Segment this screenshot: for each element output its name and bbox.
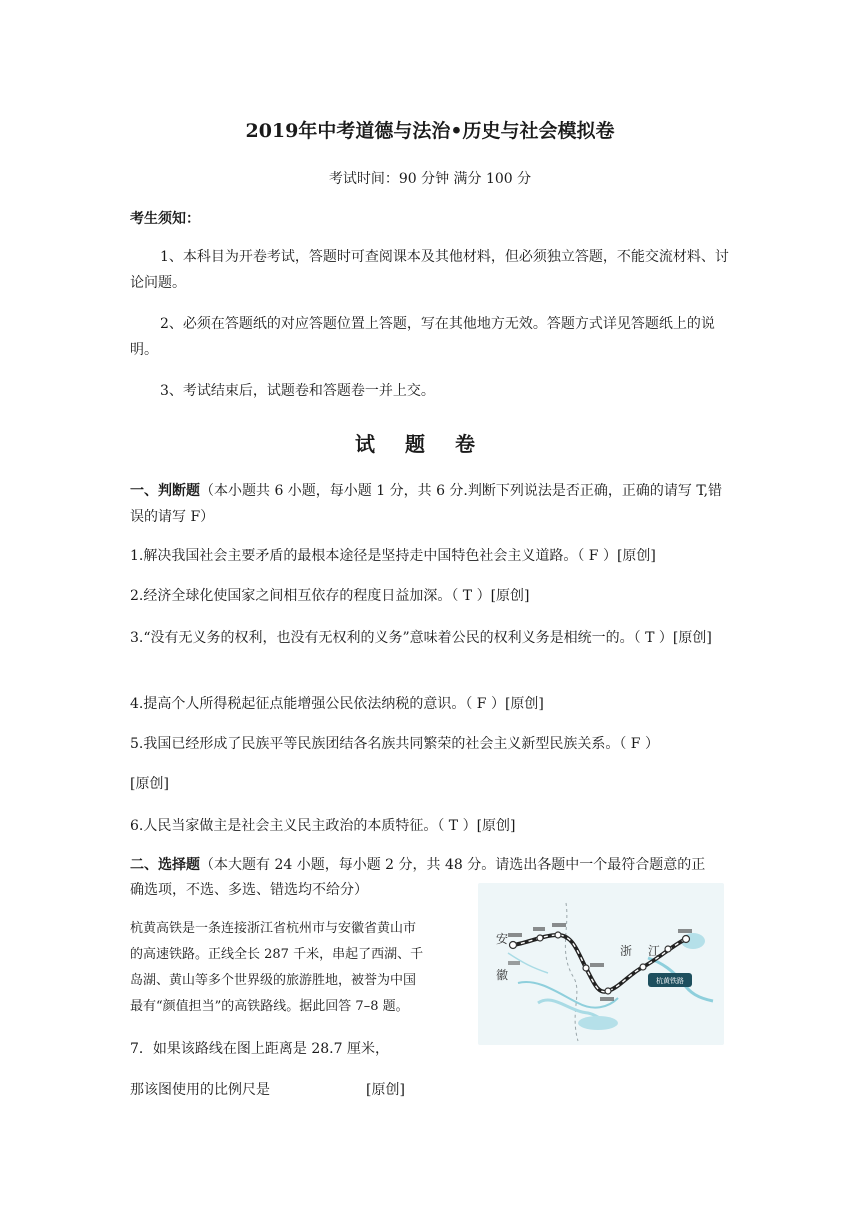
material-line: 最有“颜值担当”的高铁路线。据此回答 7–8 题。	[130, 999, 409, 1014]
station-marker	[605, 988, 611, 994]
map-label-zhe: 浙	[620, 944, 633, 958]
exam-subtitle: 考试时间：90 分钟 满分 100 分	[328, 171, 532, 187]
province-border	[565, 903, 578, 1041]
station-label-block	[678, 929, 692, 933]
exam-title: 2019年中考道德与法治•历史与社会模拟卷	[245, 120, 615, 142]
material-line: 的高速铁路。正线全长 287 千米，串起了西湖、千	[130, 947, 424, 962]
station-label-block	[590, 963, 604, 967]
question-7-line2	[130, 1077, 470, 1103]
station-marker	[510, 942, 517, 949]
map-label-an: 安	[496, 932, 509, 946]
question-7-line1: 7．如果该路线在图上距离是 28.7 厘米，	[130, 1041, 389, 1057]
judge-question: 1.解决我国社会主要矛盾的最根本途径是坚持走中国特色社会主义道路。（ F ）[原创]	[130, 548, 656, 564]
station-label-block	[600, 997, 614, 1001]
map-graphic	[478, 883, 724, 1045]
judge-question: 5.我国已经形成了民族平等民族团结各名族共同繁荣的社会主义新型民族关系。（ F ）	[130, 736, 659, 752]
map-label-jiang: 江	[648, 944, 661, 958]
part2-header	[130, 852, 735, 878]
station-marker	[537, 935, 543, 941]
station-marker	[640, 964, 646, 970]
judge-question: 2.经济全球化使国家之间相互依存的程度日益加深。（ T ）[原创]	[130, 588, 530, 604]
station-marker	[555, 932, 561, 938]
part2-heading: 二、选择题	[130, 857, 200, 873]
thousand-island-lake	[578, 1016, 618, 1030]
notice-item: 1、本科目为开卷考试，答题时可查阅课本及其他材料，但必须独立答题，不能交流材料、讨论问题。	[130, 249, 729, 291]
railway-badge-label: 杭黄铁路	[656, 977, 684, 985]
judge-question: 3.“没有无义务的权利，也没有无权利的义务”意味着公民的权利义务是相统一的。（ T ）[原创]	[130, 630, 712, 646]
notice-heading: 考生须知：	[130, 211, 200, 227]
station-label-block	[508, 961, 520, 965]
hangzhou-huangshan-railway-map	[478, 883, 724, 1045]
part1-heading: 一、判断题	[130, 483, 200, 499]
station-label-block	[508, 933, 522, 937]
question-7-prompt: 那该图使用的比例尺是	[130, 1082, 270, 1098]
station-marker	[683, 936, 690, 943]
notice-item: 2、必须在答题纸的对应答题位置上答题，写在其他地方无效。答题方式详见答题纸上的说明。	[130, 316, 715, 358]
station-label-block	[533, 927, 545, 931]
material-line: 岛湖、黄山等多个世界级的旅游胜地，被誉为中国	[130, 973, 417, 988]
station-marker	[665, 946, 671, 952]
question-7-tag: [原创]	[366, 1082, 405, 1098]
part2-instruction-line2: 确选项，不选、多选、错选均不给分）	[130, 882, 368, 898]
material-line: 杭黄高铁是一条连接浙江省杭州市与安徽省黄山市	[130, 921, 417, 936]
notice-item: 3、考试结束后，试题卷和答题卷一并上交。	[160, 383, 435, 399]
judge-question: 4.提高个人所得税起征点能增强公民依法纳税的意识。（ F ）[原创]	[130, 696, 544, 712]
part2-instruction-line1: （本大题有 24 小题，每小题 2 分，共 48 分。请选出各题中一个最符合题意的正	[200, 857, 706, 873]
river	[518, 982, 618, 1008]
map-label-hui: 徽	[496, 968, 509, 982]
part1-instruction: （本小题共 6 小题，每小题 1 分，共 6 分.判断下列说法是否正确，正确的请写 T,错误的请写 F）	[130, 483, 723, 525]
station-marker	[583, 965, 589, 971]
judge-question: 6.人民当家做主是社会主义民主政治的本质特征。（ T ）[原创]	[130, 818, 516, 834]
judge-question-tag: [原创]	[130, 776, 169, 792]
part1-header	[130, 478, 735, 530]
section-title: 试题卷	[355, 432, 505, 456]
station-label-block	[552, 923, 566, 927]
